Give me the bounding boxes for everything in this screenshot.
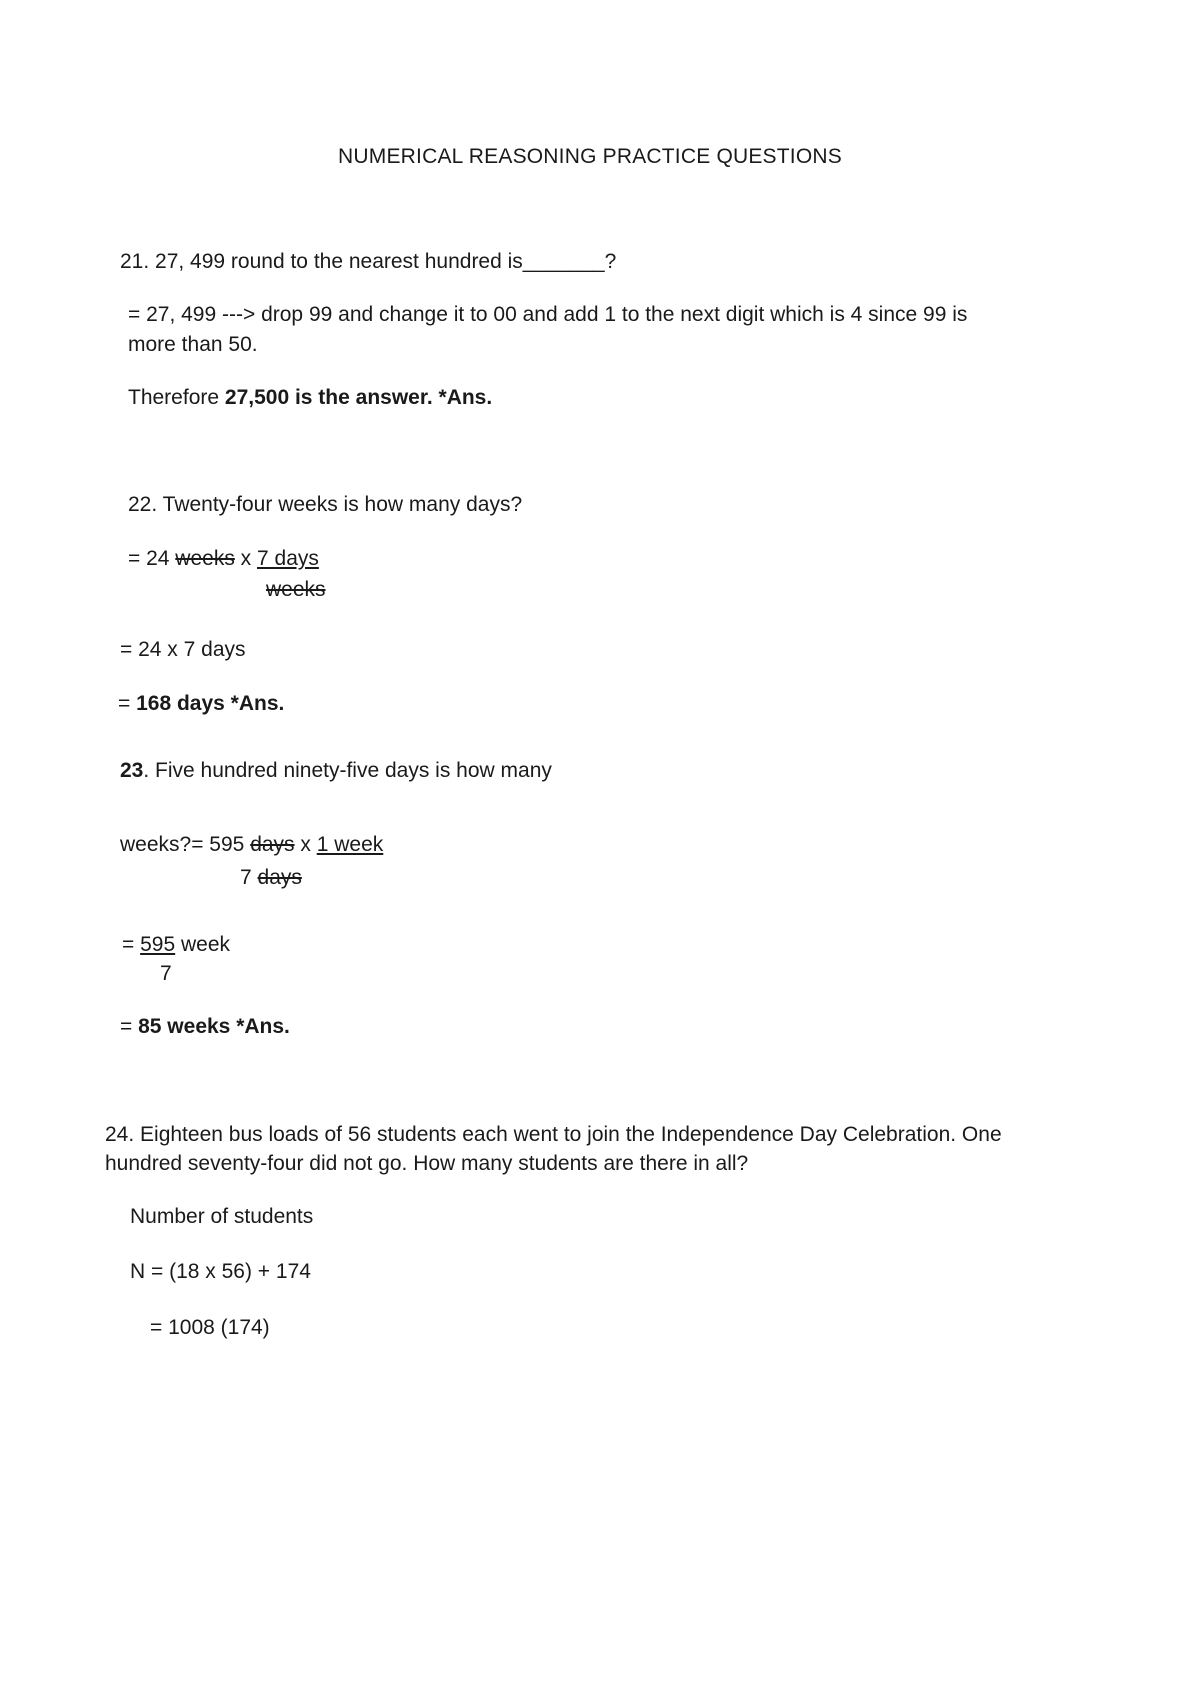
q21-answer-prefix: Therefore bbox=[128, 386, 225, 409]
q24-equation2: = 1008 (174) bbox=[150, 1316, 270, 1339]
q23-number: 23 bbox=[120, 759, 144, 782]
q23-frac-denominator: 7 bbox=[160, 962, 172, 985]
q21-answer-bold: 27,500 is the answer. *Ans. bbox=[224, 386, 493, 409]
q23-question bbox=[120, 758, 552, 784]
q22-answer-prefix: = bbox=[118, 692, 137, 715]
q23-answer bbox=[120, 1014, 290, 1040]
q23-frac-unit: week bbox=[175, 933, 231, 956]
q23-fraction-denominator bbox=[240, 865, 302, 891]
q22-eq-struck-unit: weeks bbox=[175, 547, 235, 570]
q24-label: Number of students bbox=[130, 1205, 314, 1228]
q22-fraction-denominator: weeks bbox=[266, 578, 326, 601]
q21-step-line1: = 27, 499 ---> drop 99 and change it to 00 and add 1 to the next digit which is 4 since 99 is bbox=[128, 303, 968, 326]
q23-eq-times: x bbox=[294, 833, 317, 856]
q23-frac-numerator: 595 bbox=[140, 933, 176, 956]
q22-question: 22. Twenty-four weeks is how many days? bbox=[128, 493, 523, 516]
q24-question-line2: hundred seventy-four did not go. How many students are there in all? bbox=[105, 1152, 749, 1175]
q21-blank: _______ bbox=[522, 250, 605, 273]
q22-fraction-numerator: 7 days bbox=[257, 547, 319, 570]
q23-equation bbox=[120, 832, 383, 858]
q21-step-line2: more than 50. bbox=[128, 333, 258, 356]
page-title: NUMERICAL REASONING PRACTICE QUESTIONS bbox=[338, 145, 842, 168]
q24-equation1: N = (18 x 56) + 174 bbox=[130, 1260, 311, 1283]
q23-fraction-step bbox=[122, 932, 230, 958]
q24-question-line1: 24. Eighteen bus loads of 56 students each went to join the Independence Day Celebration. One bbox=[105, 1123, 1002, 1146]
q22-eq-prefix: = 24 bbox=[128, 547, 176, 570]
q21-qmark: ? bbox=[604, 250, 617, 273]
q21-answer bbox=[128, 385, 492, 411]
q23-den-struck-unit: days bbox=[257, 866, 302, 889]
q21-question-text: 21. 27, 499 round to the nearest hundred is bbox=[120, 250, 523, 273]
q22-eq-times: x bbox=[234, 547, 257, 570]
q23-answer-bold: 85 weeks *Ans. bbox=[138, 1015, 290, 1038]
q23-answer-prefix: = bbox=[120, 1015, 139, 1038]
q23-den-number: 7 bbox=[240, 866, 258, 889]
q23-fraction-numerator: 1 week bbox=[316, 833, 384, 856]
q23-question-text: . Five hundred ninety-five days is how many bbox=[143, 759, 552, 782]
q23-eq-prefix: weeks?= 595 bbox=[120, 833, 251, 856]
q23-eq-struck-unit: days bbox=[250, 833, 295, 856]
q22-answer bbox=[118, 691, 284, 717]
q21-question bbox=[120, 249, 616, 275]
q22-equation bbox=[128, 546, 319, 572]
q22-step2: = 24 x 7 days bbox=[120, 638, 246, 661]
q22-answer-bold: 168 days *Ans. bbox=[136, 692, 285, 715]
q23-frac-prefix: = bbox=[122, 933, 141, 956]
